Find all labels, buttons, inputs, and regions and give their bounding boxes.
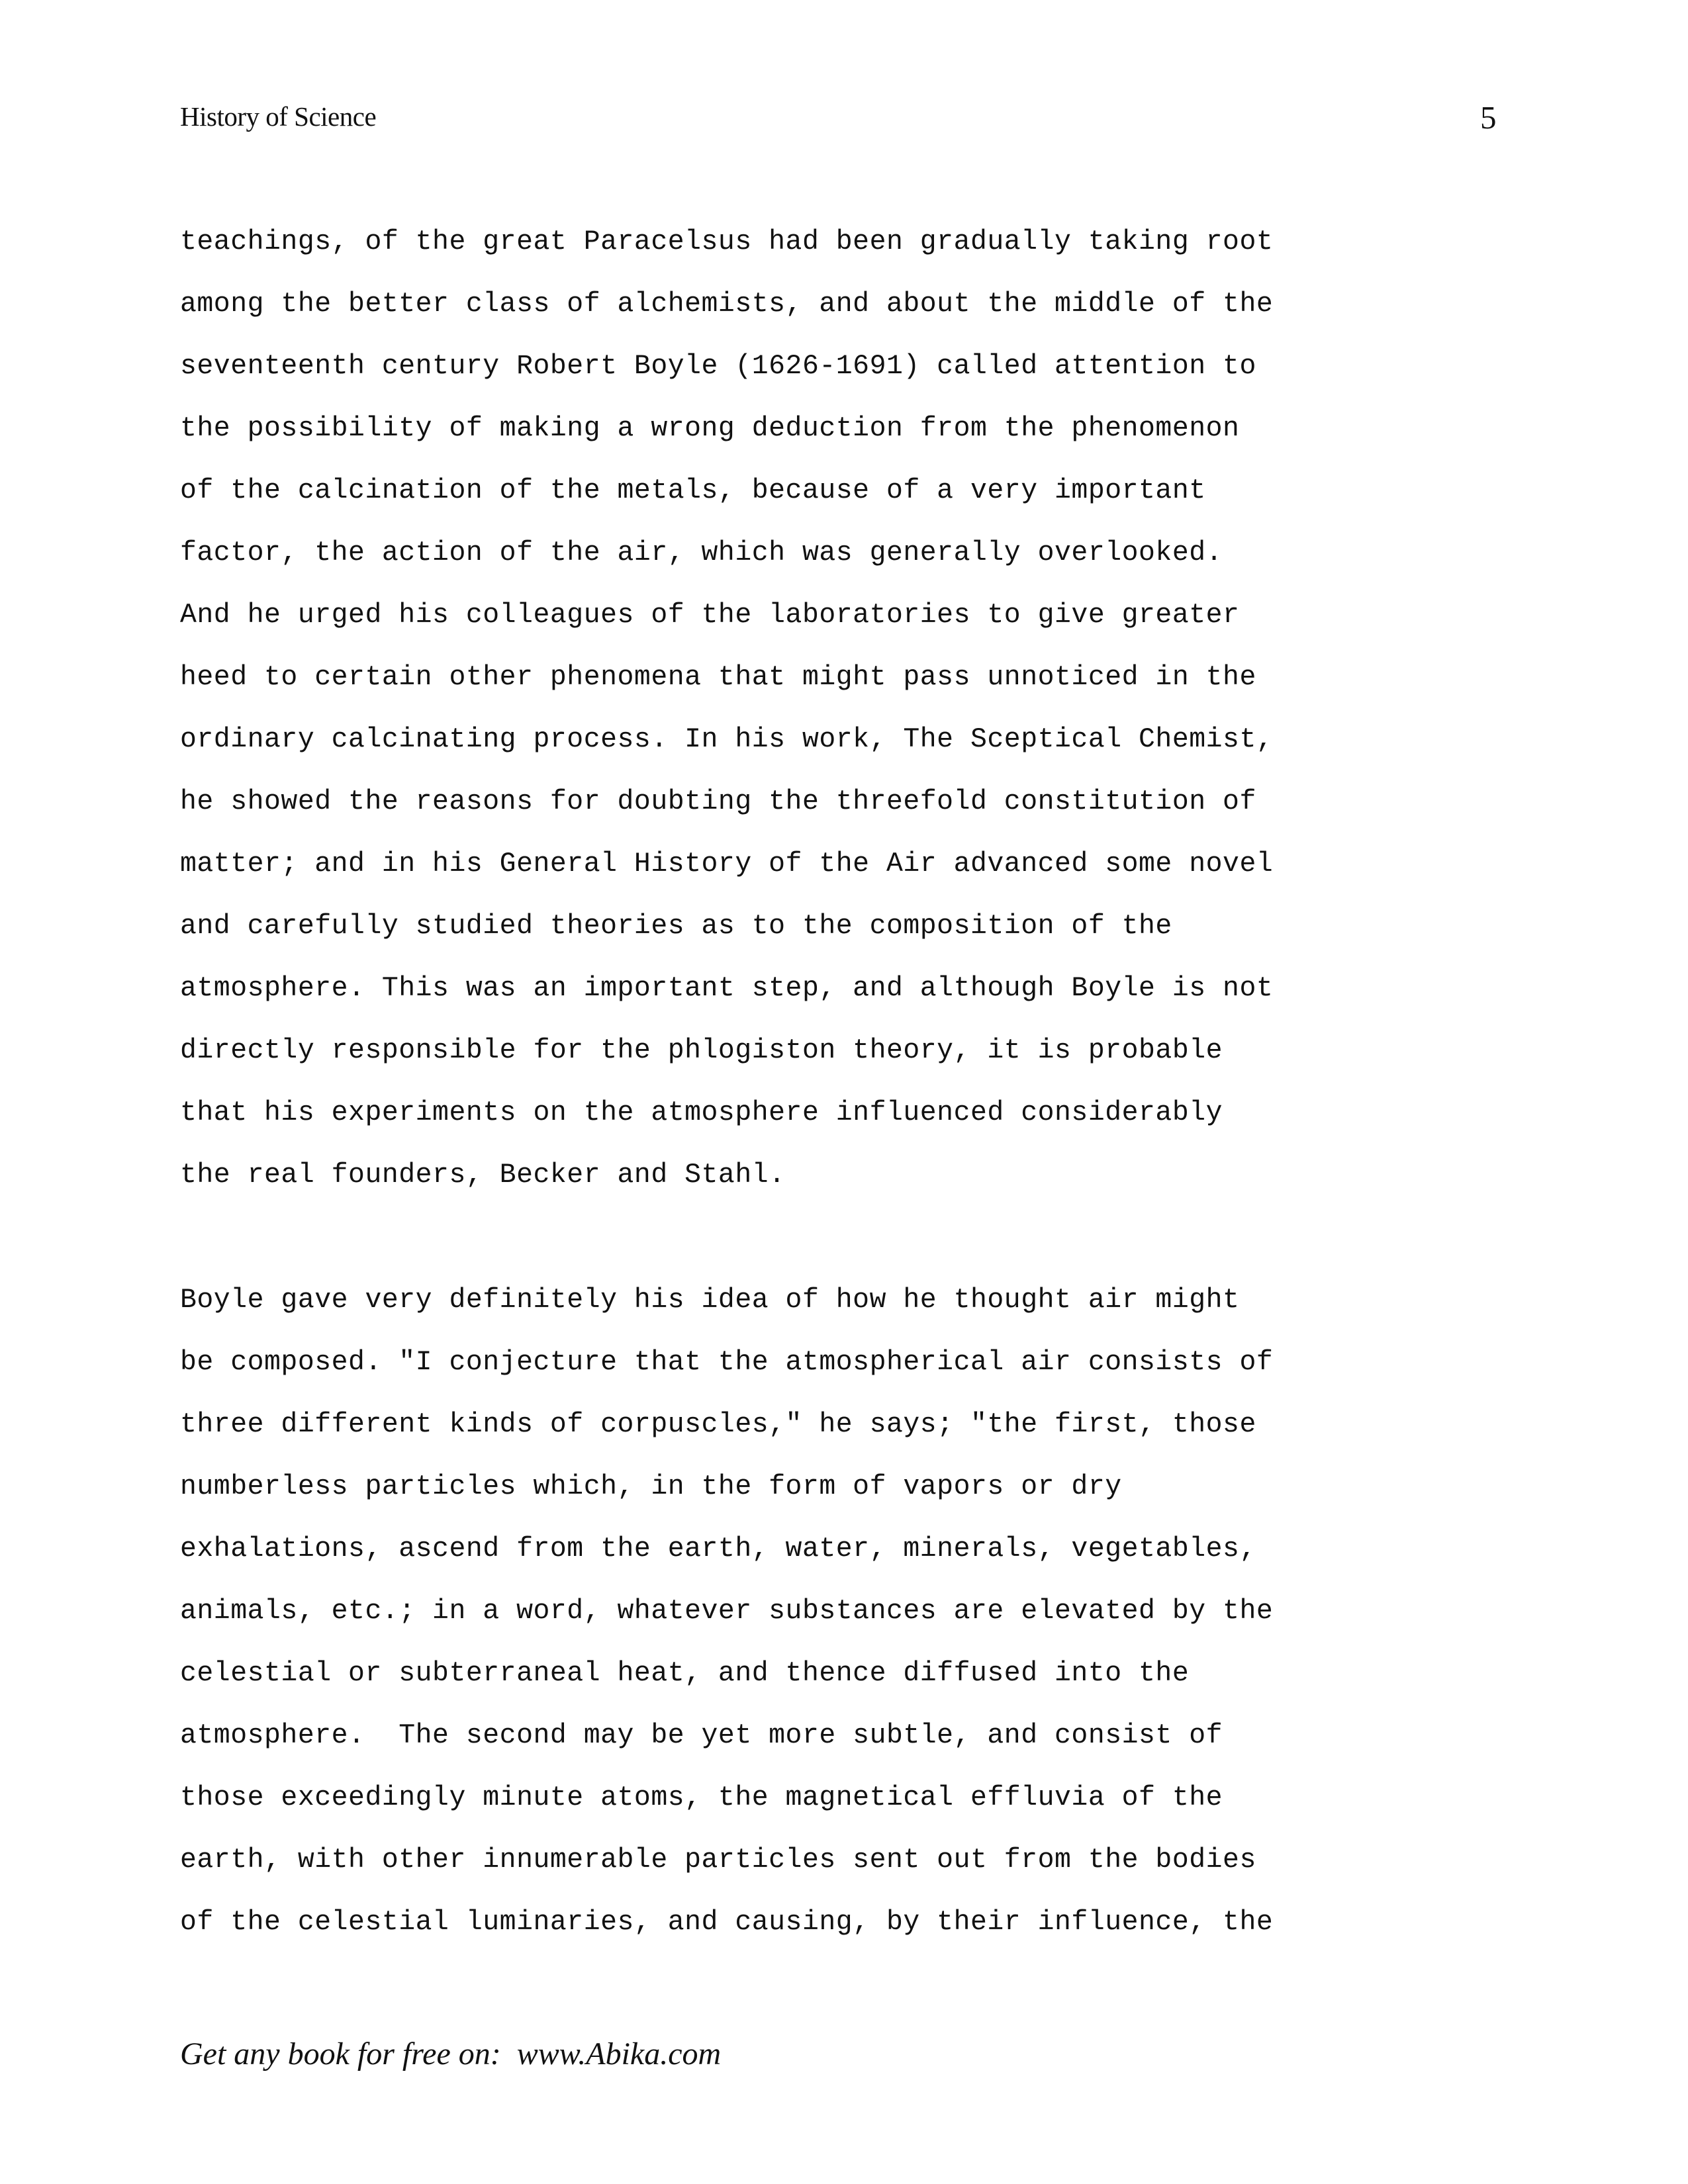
text-line: teachings, of the great Paracelsus had been gradually taking root [180, 226, 1274, 257]
text-line: seventeenth century Robert Boyle (1626-1691) called attention to [180, 351, 1256, 382]
text-line: among the better class of alchemists, and about the middle of the [180, 289, 1274, 320]
text-line: atmosphere. The second may be yet more subtle, and consist of [180, 1720, 1223, 1751]
text-line: the real founders, Becker and Stahl. [180, 1160, 786, 1191]
text-line: of the celestial luminaries, and causing, by their influence, the [180, 1907, 1274, 1938]
text-line: earth, with other innumerable particles sent out from the bodies [180, 1844, 1256, 1876]
text-line: of the calcination of the metals, because of a very important [180, 475, 1206, 506]
text-line: heed to certain other phenomena that might pass unnoticed in the [180, 662, 1256, 693]
text-line: three different kinds of corpuscles," he says; "the first, those [180, 1409, 1256, 1440]
text-line: factor, the action of the air, which was generally overlooked. [180, 537, 1223, 569]
text-line: directly responsible for the phlogiston theory, it is probable [180, 1035, 1223, 1066]
text-line: be composed. "I conjecture that the atmospherical air consists of [180, 1347, 1274, 1378]
text-line: he showed the reasons for doubting the threefold constitution of [180, 786, 1256, 817]
text-line: the possibility of making a wrong deduction from the phenomenon [180, 413, 1240, 444]
text-line: those exceedingly minute atoms, the magnetical effluvia of the [180, 1782, 1223, 1813]
text-line: that his experiments on the atmosphere influenced considerably [180, 1097, 1223, 1128]
page-number: 5 [1480, 99, 1497, 136]
running-title: History of Science [180, 101, 377, 132]
text-line: celestial or subterraneal heat, and thence diffused into the [180, 1658, 1190, 1689]
footer-promo: Get any book for free on: www.Abika.com [180, 2036, 722, 2071]
text-line: Boyle gave very definitely his idea of how he thought air might [180, 1285, 1240, 1316]
text-line: numberless particles which, in the form of vapors or dry [180, 1471, 1122, 1502]
text-line: exhalations, ascend from the earth, water, minerals, vegetables, [180, 1533, 1256, 1565]
text-line: matter; and in his General History of the Air advanced some novel [180, 848, 1274, 880]
text-line: And he urged his colleagues of the laboratories to give greater [180, 600, 1240, 631]
text-line: ordinary calcinating process. In his work, The Sceptical Chemist, [180, 724, 1274, 755]
text-line: animals, etc.; in a word, whatever substances are elevated by the [180, 1596, 1274, 1627]
text-line: and carefully studied theories as to the composition of the [180, 911, 1172, 942]
text-line: atmosphere. This was an important step, and although Boyle is not [180, 973, 1274, 1004]
